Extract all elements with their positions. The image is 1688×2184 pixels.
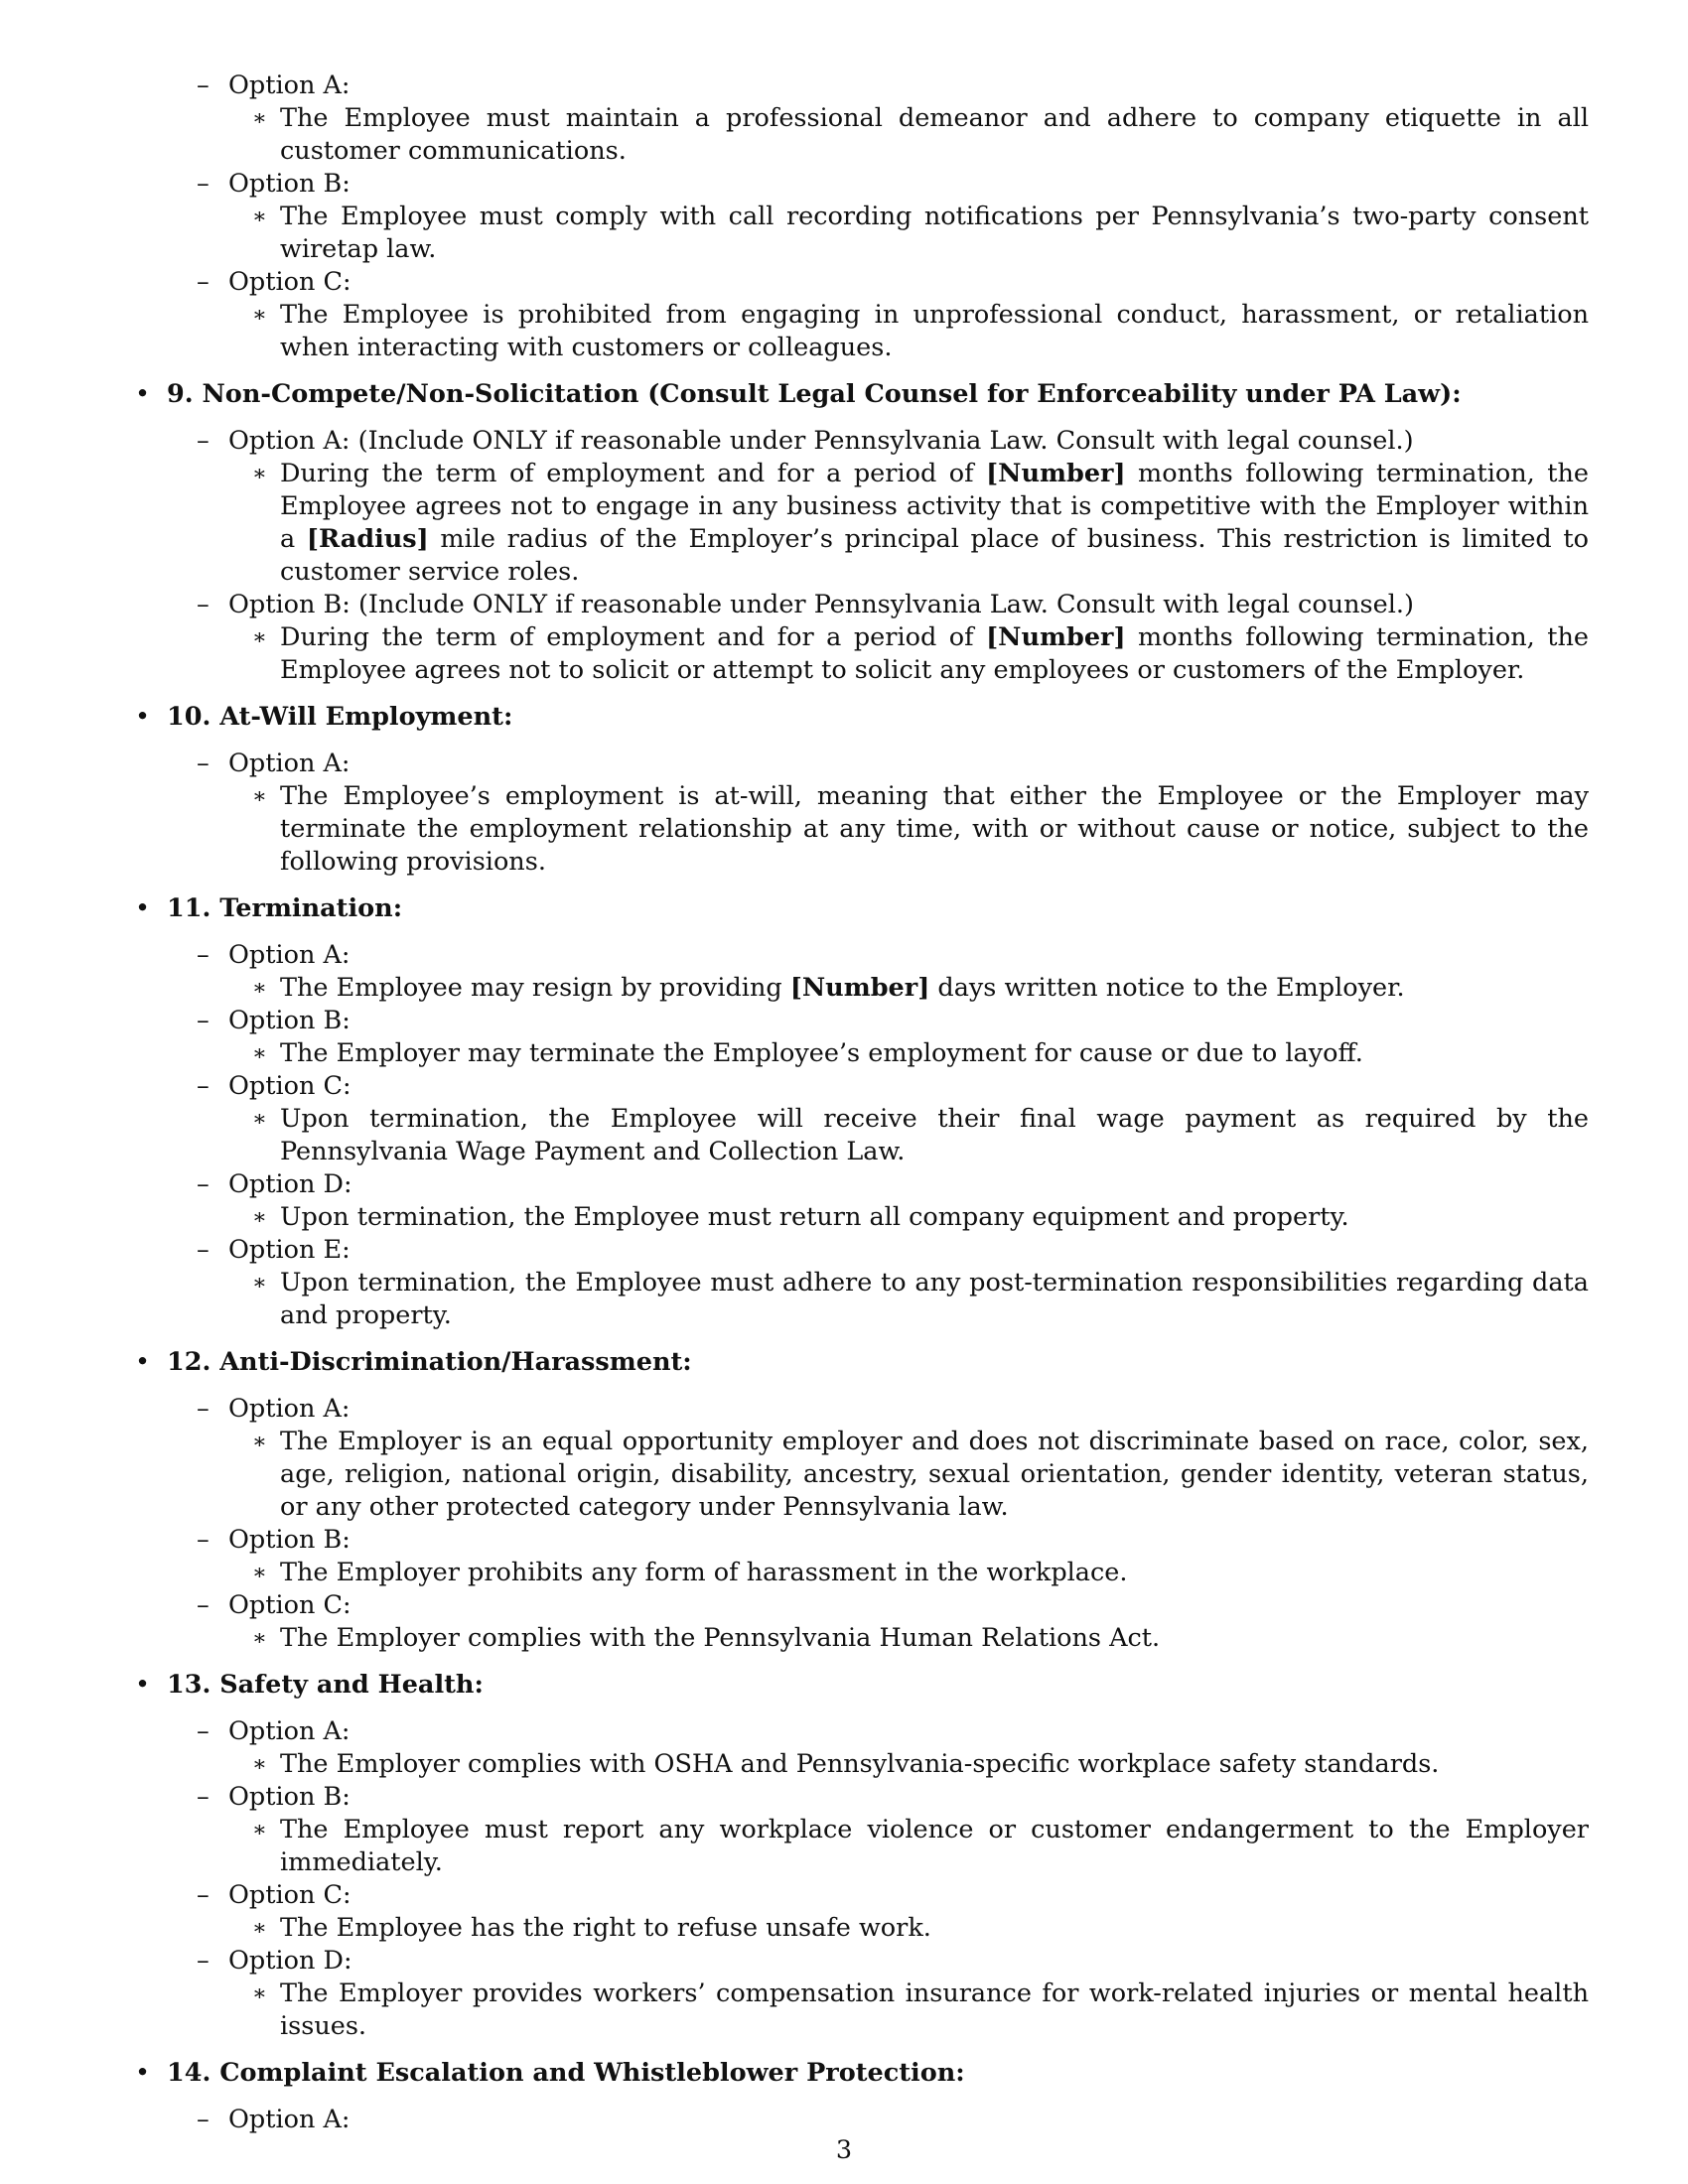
option-block <box>228 1393 1589 1524</box>
option-text: ∗ The Employee must comply with call recording notifications per Pennsylvania’s two-party consent wiretap law. <box>280 201 1589 266</box>
contract-section <box>167 701 1589 879</box>
text-run: days written notice to the Employer. <box>929 973 1405 1003</box>
option-label: – Option B: <box>228 168 1589 201</box>
option-label: – Option C: <box>228 1879 1589 1912</box>
option-label: – Option A: <box>228 939 1589 972</box>
option-text: ∗ The Employer complies with the Pennsylvania Human Relations Act. <box>280 1622 1589 1655</box>
section-heading: • 10. At-Will Employment: <box>167 701 1589 734</box>
option-block <box>228 1589 1589 1655</box>
option-label: – Option B: <box>228 1005 1589 1037</box>
contract-section <box>167 2057 1589 2136</box>
option-label: – Option B: <box>228 1524 1589 1557</box>
option-text <box>280 458 1589 589</box>
option-text: ∗ The Employee has the right to refuse unsafe work. <box>280 1912 1589 1945</box>
section-list <box>0 378 1688 2136</box>
option-label: – Option E: <box>228 1234 1589 1267</box>
option-text <box>280 972 1589 1005</box>
text-run: months following termination, the Employee agrees not to engage in any business activity that is competitive with the Employer within a <box>280 459 1589 554</box>
text-run: mile radius of the Employer’s principal place of business. This restriction is limited to customer service roles. <box>280 524 1590 587</box>
option-text: ∗ The Employer is an equal opportunity employer and does not discriminate based on race, color, sex, age, religion, national origin, disability, ancestry, sexual orientation, gender identity, veteran status, or any other protected category under Pennsylvania law. <box>280 1426 1589 1524</box>
option-label: – Option C: <box>228 266 1589 299</box>
option-label: – Option B: <box>228 1781 1589 1814</box>
option-block <box>228 266 1589 364</box>
option-label: – Option A: (Include ONLY if reasonable under Pennsylvania Law. Consult with legal counsel.) <box>228 425 1589 458</box>
option-text: ∗ Upon termination, the Employee must adhere to any post-termination responsibilities regarding data and property. <box>280 1267 1589 1332</box>
contract-section <box>167 892 1589 1332</box>
option-text <box>280 621 1589 687</box>
contract-section <box>167 1669 1589 2043</box>
option-block <box>228 69 1589 168</box>
option-block <box>228 1945 1589 2043</box>
option-block <box>228 1524 1589 1589</box>
option-label: – Option A: <box>228 748 1589 780</box>
placeholder-field: [Radius] <box>306 524 429 554</box>
option-label: – Option B: (Include ONLY if reasonable under Pennsylvania Law. Consult with legal counsel.) <box>228 589 1589 621</box>
option-label: – Option D: <box>228 1168 1589 1201</box>
option-block <box>228 1879 1589 1945</box>
contract-section <box>167 1346 1589 1655</box>
option-label: – Option C: <box>228 1070 1589 1103</box>
placeholder-field: [Number] <box>986 622 1126 652</box>
option-text: ∗ The Employee must maintain a professional demeanor and adhere to company etiquette in all customer communications. <box>280 102 1589 168</box>
text-run: months following termination, the Employee agrees not to solicit or attempt to solicit any employees or customers of the Employer. <box>280 622 1589 685</box>
page-number: 3 <box>835 2135 853 2165</box>
contract-section <box>167 378 1589 687</box>
option-block <box>228 1005 1589 1070</box>
section-heading: • 14. Complaint Escalation and Whistleblower Protection: <box>167 2057 1589 2090</box>
option-text: ∗ The Employee’s employment is at-will, meaning that either the Employee or the Employer may terminate the employment relationship at any time, with or without cause or notice, subject to the following provisions. <box>280 780 1589 879</box>
placeholder-field: [Number] <box>986 459 1126 488</box>
option-label: – Option A: <box>228 69 1589 102</box>
option-text: ∗ The Employer complies with OSHA and Pennsylvania-specific workplace safety standards. <box>280 1748 1589 1781</box>
option-block <box>228 589 1589 687</box>
text-run: During the term of employment and for a period of <box>280 622 987 652</box>
text-run: The Employee may resign by providing <box>280 973 790 1003</box>
section-heading: • 12. Anti-Discrimination/Harassment: <box>167 1346 1589 1379</box>
option-text: ∗ The Employee is prohibited from engaging in unprofessional conduct, harassment, or retaliation when interacting with customers or colleagues. <box>280 299 1589 364</box>
continued-section <box>167 69 1589 364</box>
option-block <box>228 1234 1589 1332</box>
option-block <box>228 748 1589 879</box>
option-block <box>228 939 1589 1005</box>
option-block <box>228 1715 1589 1781</box>
option-block <box>228 1070 1589 1168</box>
option-block <box>228 168 1589 266</box>
text-run: During the term of employment and for a period of <box>280 459 987 488</box>
option-block <box>228 2104 1589 2136</box>
section-heading: • 13. Safety and Health: <box>167 1669 1589 1702</box>
option-text: ∗ Upon termination, the Employee will receive their final wage payment as required by the Pennsylvania Wage Payment and Collection Law. <box>280 1103 1589 1168</box>
option-block <box>228 425 1589 589</box>
option-block <box>228 1781 1589 1879</box>
placeholder-field: [Number] <box>789 973 930 1003</box>
section-heading: • 11. Termination: <box>167 892 1589 925</box>
option-label: – Option A: <box>228 1393 1589 1426</box>
option-text: ∗ The Employer provides workers’ compensation insurance for work-related injuries or mental health issues. <box>280 1978 1589 2043</box>
section-heading: • 9. Non-Compete/Non-Solicitation (Consult Legal Counsel for Enforceability under PA Law): <box>167 378 1589 411</box>
option-text: ∗ The Employer may terminate the Employee’s employment for cause or due to layoff. <box>280 1037 1589 1070</box>
option-text: ∗ Upon termination, the Employee must return all company equipment and property. <box>280 1201 1589 1234</box>
option-label: – Option A: <box>228 1715 1589 1748</box>
option-text: ∗ The Employer prohibits any form of harassment in the workplace. <box>280 1557 1589 1589</box>
option-block <box>228 1168 1589 1234</box>
option-text: ∗ The Employee must report any workplace violence or customer endangerment to the Employer immediately. <box>280 1814 1589 1879</box>
option-label: – Option D: <box>228 1945 1589 1978</box>
option-label: – Option C: <box>228 1589 1589 1622</box>
option-label: – Option A: <box>228 2104 1589 2136</box>
